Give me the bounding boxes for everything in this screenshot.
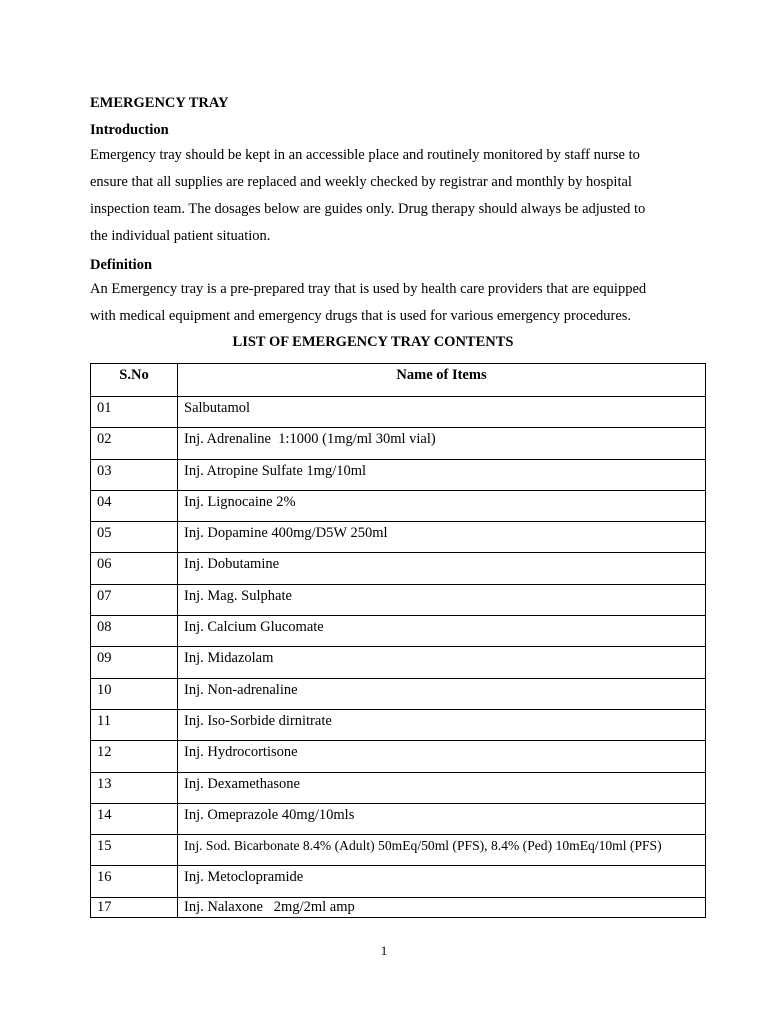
introduction-paragraph xyxy=(90,142,680,250)
table-row xyxy=(91,741,706,772)
column-header-name: Name of Items xyxy=(178,364,706,397)
paragraph-line: the individual patient situation. xyxy=(90,228,271,244)
item-cell: Inj. Omeprazole 40mg/10mls xyxy=(178,803,706,834)
item-cell: Inj. Dopamine 400mg/D5W 250ml xyxy=(178,522,706,553)
table-row xyxy=(91,553,706,584)
item-cell: Inj. Hydrocortisone xyxy=(178,741,706,772)
item-cell: Inj. Midazolam xyxy=(178,647,706,678)
column-header-sno: S.No xyxy=(91,364,178,397)
table-row xyxy=(91,803,706,834)
table-row xyxy=(91,897,706,917)
table-row xyxy=(91,647,706,678)
paragraph-line: with medical equipment and emergency drugs that is used for various emergency procedures. xyxy=(90,308,632,324)
item-cell: Inj. Iso-Sorbide dirnitrate xyxy=(178,709,706,740)
sno-cell: 06 xyxy=(91,553,178,584)
sno-cell: 07 xyxy=(91,584,178,615)
item-cell: Inj. Non-adrenaline xyxy=(178,678,706,709)
sno-cell: 12 xyxy=(91,741,178,772)
table-row xyxy=(91,835,706,866)
table-row xyxy=(91,459,706,490)
sno-cell: 14 xyxy=(91,803,178,834)
paragraph-line: An Emergency tray is a pre-prepared tray that is used by health care providers that are equipped xyxy=(90,281,647,297)
table-row xyxy=(91,490,706,521)
sno-cell: 16 xyxy=(91,866,178,897)
sno-cell: 11 xyxy=(91,709,178,740)
table-title: LIST OF EMERGENCY TRAY CONTENTS xyxy=(232,334,514,350)
item-cell: Inj. Nalaxone 2mg/2ml amp xyxy=(178,897,706,917)
table-header-row xyxy=(91,364,706,397)
item-cell: Inj. Dobutamine xyxy=(178,553,706,584)
sno-cell: 02 xyxy=(91,428,178,459)
paragraph-line: ensure that all supplies are replaced and weekly checked by registrar and monthly by hospital xyxy=(90,174,632,190)
item-cell: Inj. Adrenaline 1:1000 (1mg/ml 30ml vial) xyxy=(178,428,706,459)
emergency-tray-table xyxy=(90,363,706,918)
item-cell: Salbutamol xyxy=(178,397,706,428)
table-row xyxy=(91,866,706,897)
sno-cell: 08 xyxy=(91,616,178,647)
table-row xyxy=(91,428,706,459)
sno-cell: 01 xyxy=(91,397,178,428)
sno-cell: 10 xyxy=(91,678,178,709)
paragraph-line: inspection team. The dosages below are guides only. Drug therapy should always be adjusted to xyxy=(90,201,646,217)
table-row xyxy=(91,522,706,553)
item-cell: Inj. Sod. Bicarbonate 8.4% (Adult) 50mEq/50ml (PFS), 8.4% (Ped) 10mEq/10ml (PFS) xyxy=(178,835,706,866)
table-row xyxy=(91,397,706,428)
sno-cell: 05 xyxy=(91,522,178,553)
table-row xyxy=(91,678,706,709)
sno-cell: 17 xyxy=(91,897,178,917)
item-cell: Inj. Dexamethasone xyxy=(178,772,706,803)
item-cell: Inj. Atropine Sulfate 1mg/10ml xyxy=(178,459,706,490)
table-row xyxy=(91,616,706,647)
item-cell: Inj. Metoclopramide xyxy=(178,866,706,897)
sno-cell: 15 xyxy=(91,835,178,866)
section-heading-definition: Definition xyxy=(90,257,153,273)
document-title: EMERGENCY TRAY xyxy=(90,95,229,111)
table-row xyxy=(91,584,706,615)
sno-cell: 04 xyxy=(91,490,178,521)
sno-cell: 13 xyxy=(91,772,178,803)
section-heading-introduction: Introduction xyxy=(90,122,169,138)
item-cell: Inj. Calcium Glucomate xyxy=(178,616,706,647)
table-row xyxy=(91,772,706,803)
sno-cell: 09 xyxy=(91,647,178,678)
item-cell: Inj. Lignocaine 2% xyxy=(178,490,706,521)
item-cell: Inj. Mag. Sulphate xyxy=(178,584,706,615)
table-row xyxy=(91,709,706,740)
sno-cell: 03 xyxy=(91,459,178,490)
page-number: 1 xyxy=(380,943,388,958)
paragraph-line: Emergency tray should be kept in an accessible place and routinely monitored by staff nurse to xyxy=(90,147,640,163)
definition-paragraph xyxy=(90,276,680,330)
